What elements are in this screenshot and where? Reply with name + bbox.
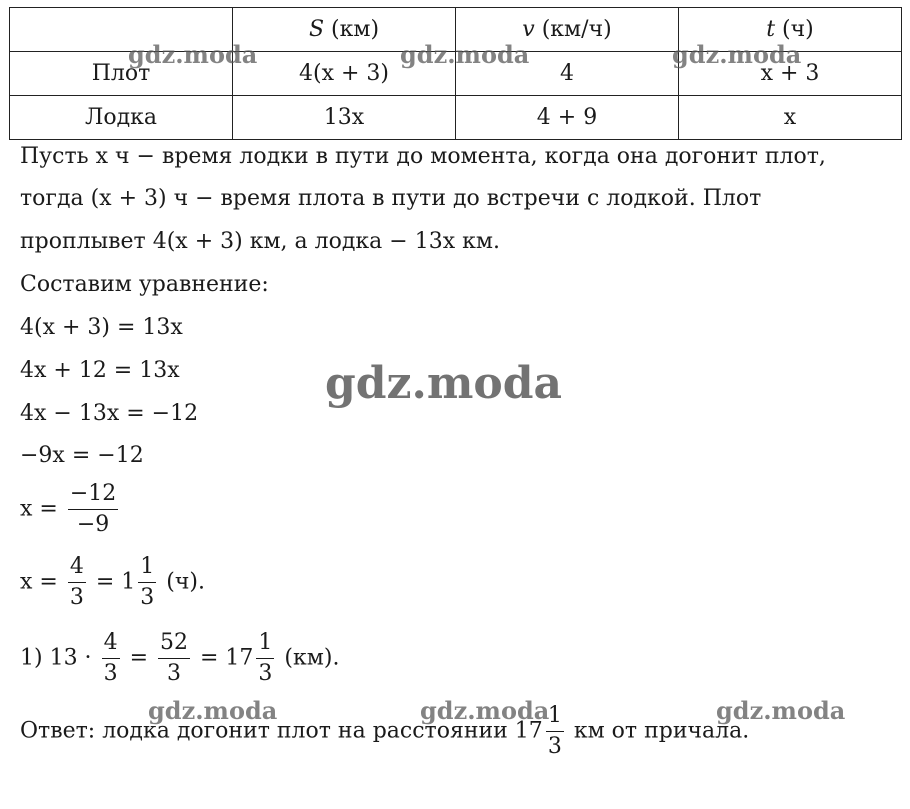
fraction [68, 556, 86, 609]
numerator: 4 [102, 632, 120, 659]
calculation [20, 632, 339, 685]
motion-table [9, 7, 902, 140]
equation: 4x + 12 = 13x [20, 358, 180, 383]
table-cell: Лодка [10, 96, 233, 140]
fraction [158, 632, 190, 685]
watermark: gdz.moda [400, 40, 530, 69]
table-cell: x [679, 96, 902, 140]
denominator: 3 [167, 661, 181, 686]
text-line: Составим уравнение: [20, 272, 269, 297]
equation: −9x = −12 [20, 443, 144, 468]
fraction [102, 632, 120, 685]
watermark: gdz.moda [420, 696, 550, 725]
table-header-row [10, 8, 902, 52]
answer-tail: км от причала. [573, 718, 750, 744]
text-line: Пусть x ч − время лодки в пути до момента, когда она догонит плот, [20, 144, 826, 169]
watermark: gdz.moda [128, 40, 258, 69]
table-cell: Плот [10, 52, 233, 96]
text-line: тогда (x + 3) ч − время плота в пути до встречи с лодкой. Плот [20, 186, 762, 211]
table-cell: 4 [456, 52, 679, 96]
fraction [256, 632, 274, 685]
table-header-cell: t (ч) [679, 8, 902, 52]
answer-lhs: Ответ: лодка догонит плот на расстоянии 17 [20, 718, 543, 744]
eq-lhs: x = [20, 569, 58, 595]
equation-fraction [20, 556, 205, 609]
table-cell: x + 3 [679, 52, 902, 96]
numerator: 4 [68, 556, 86, 583]
denominator: 3 [258, 661, 273, 686]
numerator: 1 [138, 556, 156, 583]
answer-line [20, 705, 749, 758]
denominator: 3 [547, 734, 562, 759]
calc-mid: = 17 [200, 645, 254, 671]
table-header-cell: v (км/ч) [456, 8, 679, 52]
watermark: gdz.moda [325, 358, 563, 409]
table-cell: 13x [233, 96, 456, 140]
equation: 4(x + 3) = 13x [20, 315, 183, 340]
numerator: 1 [256, 632, 274, 659]
equation: 4x − 13x = −12 [20, 401, 199, 426]
eq-tail: (ч). [166, 569, 205, 595]
text-line: проплывет 4(x + 3) км, а лодка − 13x км. [20, 229, 500, 254]
fraction [68, 483, 118, 536]
denominator: 3 [69, 585, 84, 610]
eq-lhs: x = [20, 496, 58, 522]
numerator: 52 [158, 632, 190, 659]
numerator: −12 [68, 483, 118, 510]
fraction [546, 705, 564, 758]
table-cell: 4(x + 3) [233, 52, 456, 96]
denominator: −9 [76, 512, 110, 537]
denominator: 3 [140, 585, 155, 610]
watermark: gdz.moda [716, 696, 846, 725]
table-header-cell: S (км) [233, 8, 456, 52]
table-row [10, 52, 902, 96]
eq-mid: = 1 [95, 569, 136, 595]
watermark: gdz.moda [148, 696, 278, 725]
table-row [10, 96, 902, 140]
calc-tail: (км). [284, 645, 340, 671]
watermark: gdz.moda [672, 40, 802, 69]
denominator: 3 [103, 661, 118, 686]
equation-fraction [20, 483, 121, 536]
calc-eq: = [129, 645, 148, 671]
table-header-cell [10, 8, 233, 52]
numerator: 1 [546, 705, 564, 732]
table-cell: 4 + 9 [456, 96, 679, 140]
calc-lhs: 1) 13 · [20, 645, 92, 671]
fraction [138, 556, 156, 609]
